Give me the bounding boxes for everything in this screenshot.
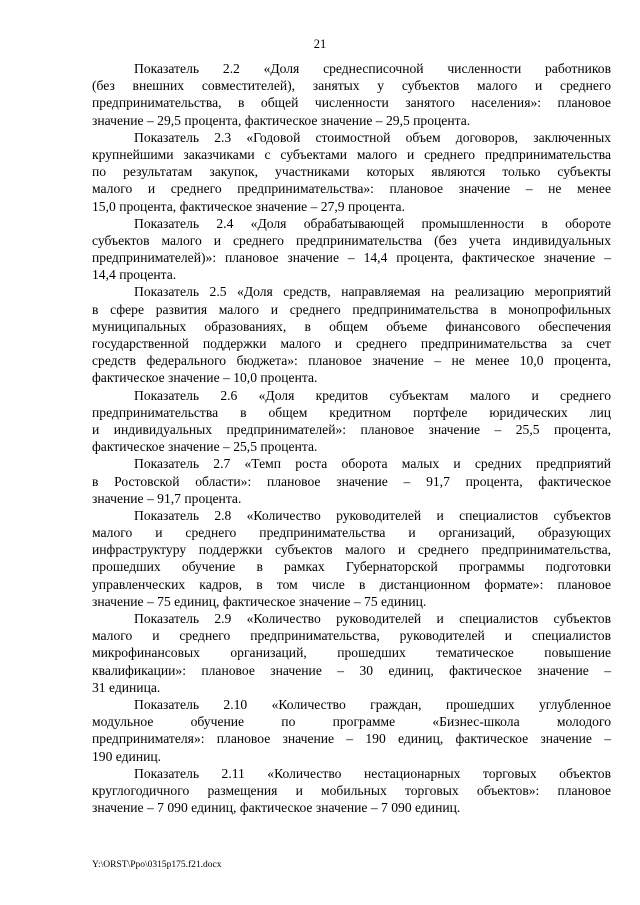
text-line: предпринимательства, в общей численности занятого населения»: плановое (92, 95, 611, 111)
text-line: Показатель 2.10 «Количество граждан, прошедших углубленное (134, 696, 611, 712)
text-line: фактическое значение – 25,5 процента. (92, 439, 318, 455)
text-line: крупнейшими заказчиками с субъектами малого и среднего предпринимательства (92, 146, 611, 162)
text-line: фактическое значение – 10,0 процента. (92, 370, 318, 386)
text-line: Показатель 2.11 «Количество нестационарных торговых объектов (134, 765, 611, 781)
text-line: малого и среднего предпринимательства»: плановое значение – не менее (92, 181, 611, 197)
text-line: значение – 91,7 процента. (92, 490, 242, 506)
text-line: круглогодичного размещения и мобильных торговых объектов»: плановое (92, 782, 611, 798)
paragraph (92, 129, 611, 215)
document-body (92, 60, 611, 816)
text-line: малого и среднего предпринимательства и организаций, образующих (92, 525, 611, 541)
text-line: модульное обучение по программе «Бизнес-школа молодого (92, 714, 611, 730)
text-line: средств федерального бюджета»: плановое значение – не менее 10,0 процента, (92, 353, 611, 369)
text-line: Показатель 2.7 «Темп роста оборота малых и средних предприятий (134, 456, 611, 472)
text-line: 31 единица. (92, 679, 161, 695)
text-line: Показатель 2.2 «Доля среднесписочной численности работников (134, 61, 611, 76)
paragraph (92, 455, 611, 507)
text-line: 15,0 процента, фактическое значение – 27,9 процента. (92, 198, 405, 214)
text-line: в Ростовской области»: плановое значение – 91,7 процента, фактическое (92, 473, 611, 489)
page-number: 21 (313, 37, 327, 51)
text-line: в сфере развития малого и среднего предпринимательства в монопрофильных (92, 301, 611, 317)
text-line: (без внешних совместителей), занятых у субъектов малого и среднего (92, 78, 611, 94)
text-line: и индивидуальных предпринимателей»: плановое значение – 25,5 процента, (92, 421, 611, 437)
text-line: прошедших обучение в рамках Губернаторской программы подготовки (92, 559, 611, 575)
text-line: предпринимательства в общем кредитном портфеле юридических лиц (92, 404, 611, 420)
text-line: муниципальных образованиях, в общем объеме финансового обеспечения (92, 318, 611, 334)
paragraph (92, 60, 611, 129)
text-line: государственной поддержки малого и среднего предпринимательства за счет (92, 336, 611, 351)
footer-file-path: Y:\ORST\Ppo\0315p175.f21.docx (92, 860, 222, 870)
text-line: по результатам закупок, участниками которых являются только субъекты (92, 164, 611, 180)
text-line: Показатель 2.4 «Доля обрабатывающей промышленности в обороте (134, 215, 611, 231)
text-line: субъектов малого и среднего предпринимательства (без учета индивидуальных (92, 232, 611, 248)
text-line: значение – 29,5 процента, фактическое значение – 29,5 процента. (92, 112, 471, 128)
text-line: Показатель 2.3 «Годовой стоимостной объем договоров, заключенных (134, 129, 611, 145)
text-line: Показатель 2.6 «Доля кредитов субъектам малого и среднего (134, 387, 611, 403)
text-line: Показатель 2.8 «Количество руководителей и специалистов субъектов (134, 507, 611, 523)
text-line: управленческих кадров, в том числе в дистанционном формате»: плановое (92, 576, 611, 592)
paragraph (92, 765, 611, 817)
text-line: микрофинансовых организаций, прошедших тематическое повышение (92, 645, 611, 661)
text-line: предпринимателя»: плановое значение – 190 единиц, фактическое значение – (92, 731, 611, 747)
text-line: предпринимателей)»: плановое значение – 14,4 процента, фактическое значение – (92, 250, 611, 266)
text-line: 190 единиц. (92, 748, 162, 764)
paragraph (92, 610, 611, 696)
text-line: Показатель 2.9 «Количество руководителей и специалистов субъектов (134, 611, 611, 626)
paragraph (92, 215, 611, 284)
text-line: инфраструктуру поддержки субъектов малого и среднего предпринимательства, (92, 542, 611, 558)
paragraph (92, 387, 611, 456)
text-line: квалификации»: плановое значение – 30 единиц, фактическое значение – (92, 662, 611, 678)
text-line: значение – 75 единиц, фактическое значение – 75 единиц. (92, 593, 427, 609)
text-line: малого и среднего предпринимательства, руководителей и специалистов (92, 628, 611, 644)
paragraph (92, 283, 611, 386)
text-line: значение – 7 090 единиц, фактическое значение – 7 090 единиц. (92, 800, 461, 816)
paragraph (92, 507, 611, 610)
paragraph (92, 696, 611, 765)
text-line: Показатель 2.5 «Доля средств, направляемая на реализацию мероприятий (134, 284, 611, 300)
text-line: 14,4 процента. (92, 267, 177, 283)
